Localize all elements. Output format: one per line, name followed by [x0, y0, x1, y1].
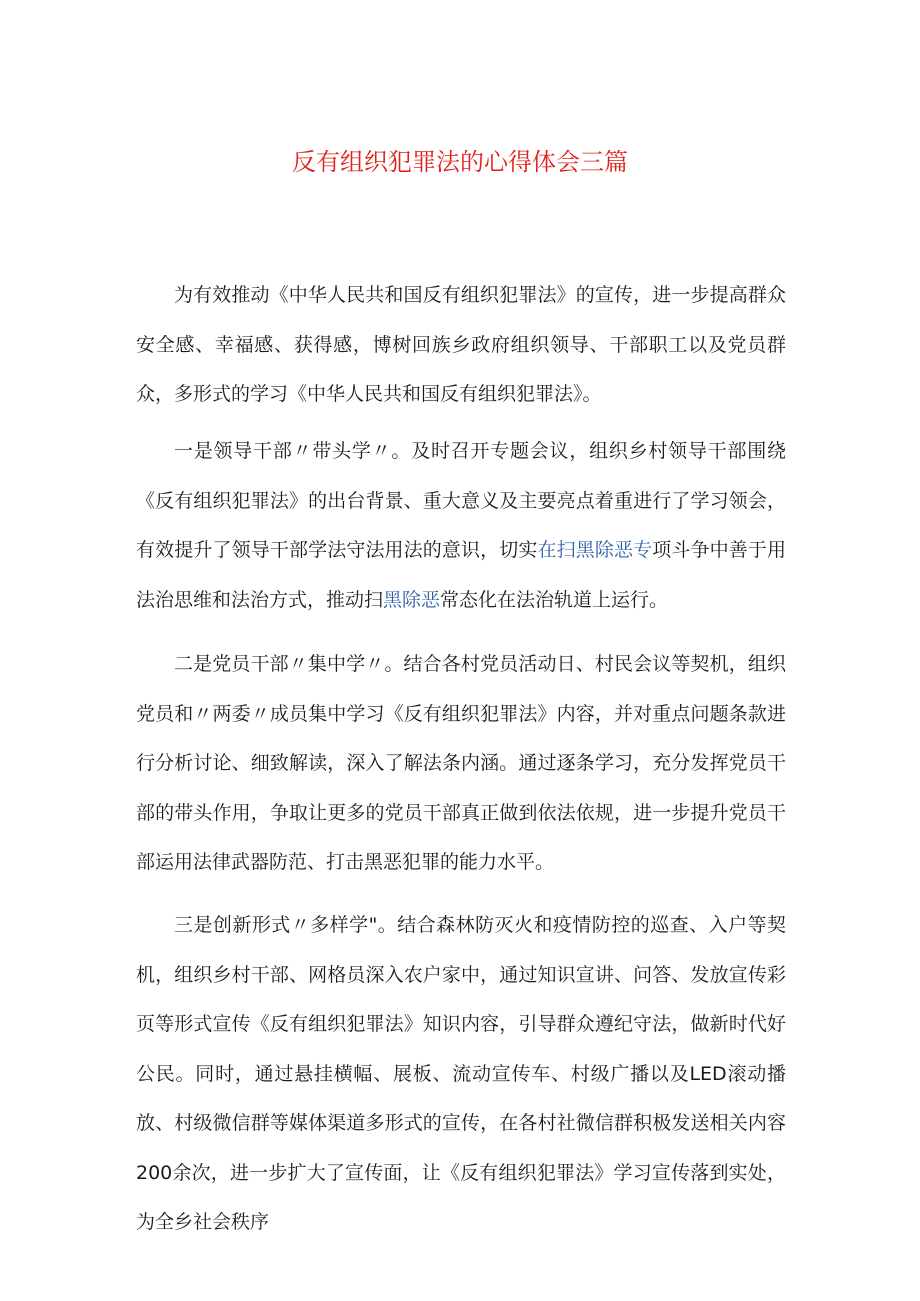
highlight-text-2: 黑除恶	[383, 588, 441, 611]
paragraph-leaders-text-1: 一是领导干部〃带头学〃。及时召开专题会议，组织乡村领导干部围绕《反有组织犯罪法》的出台背景、重大意义及主要亮点着重进行了学习领会，有效提升了领导干部学法守法用法的意识，切实	[136, 440, 786, 561]
document-title: 反有组织犯罪法的心得体会三篇	[292, 148, 628, 176]
paragraph-intro: 为有效推动《中华人民共和国反有组织犯罪法》的宣传，进一步提高群众安全感、幸福感、获得感，博树回族乡政府组织领导、干部职工以及党员群众，多形式的学习《中华人民共和国反有组织犯罪法》。	[136, 284, 786, 405]
highlight-text-1: 在扫黑除恶专	[537, 539, 653, 561]
paragraph-innovation: 三是创新形式〃多样学"。结合森林防灭火和疫情防控的巡查、入户等契机，组织乡村干部、网格员深入农户家中，通过知识宣讲、问答、发放宣传彩页等形式宣传《反有组织犯罪法》知识内容，引导群众遵纪守法，做新时代好公民。同时，通过悬挂横幅、展板、流动宣传车、村级广播以及LED滚动播放、村级微信群等媒体渠道多形式的宣传，在各村社微信群积极发送相关内容200余次，进一步扩大了宣传面，让《反有组织犯罪法》学习宣传落到实处，为全乡社会秩序	[136, 914, 786, 1233]
paragraph-leaders-text-3: 常态化在法治轨道上运行。	[440, 588, 669, 611]
paragraph-leaders-text-2: 项斗争中善于用法治思维和法治方式，推动扫	[136, 539, 786, 611]
paragraph-leaders	[136, 427, 786, 625]
paragraph-party-members: 二是党员干部〃集中学〃。结合各村党员活动日、村民会议等契机，组织党员和〃两委〃成员集中学习《反有组织犯罪法》内容，并对重点问题条款进行分析讨论、细致解读，深入了解法条内涵。通过逐条学习，充分发挥党员干部的带头作用，争取让更多的党员干部真正做到依法依规，进一步提升党员干部运用法律武器防范、打击黑恶犯罪的能力水平。	[136, 653, 786, 873]
